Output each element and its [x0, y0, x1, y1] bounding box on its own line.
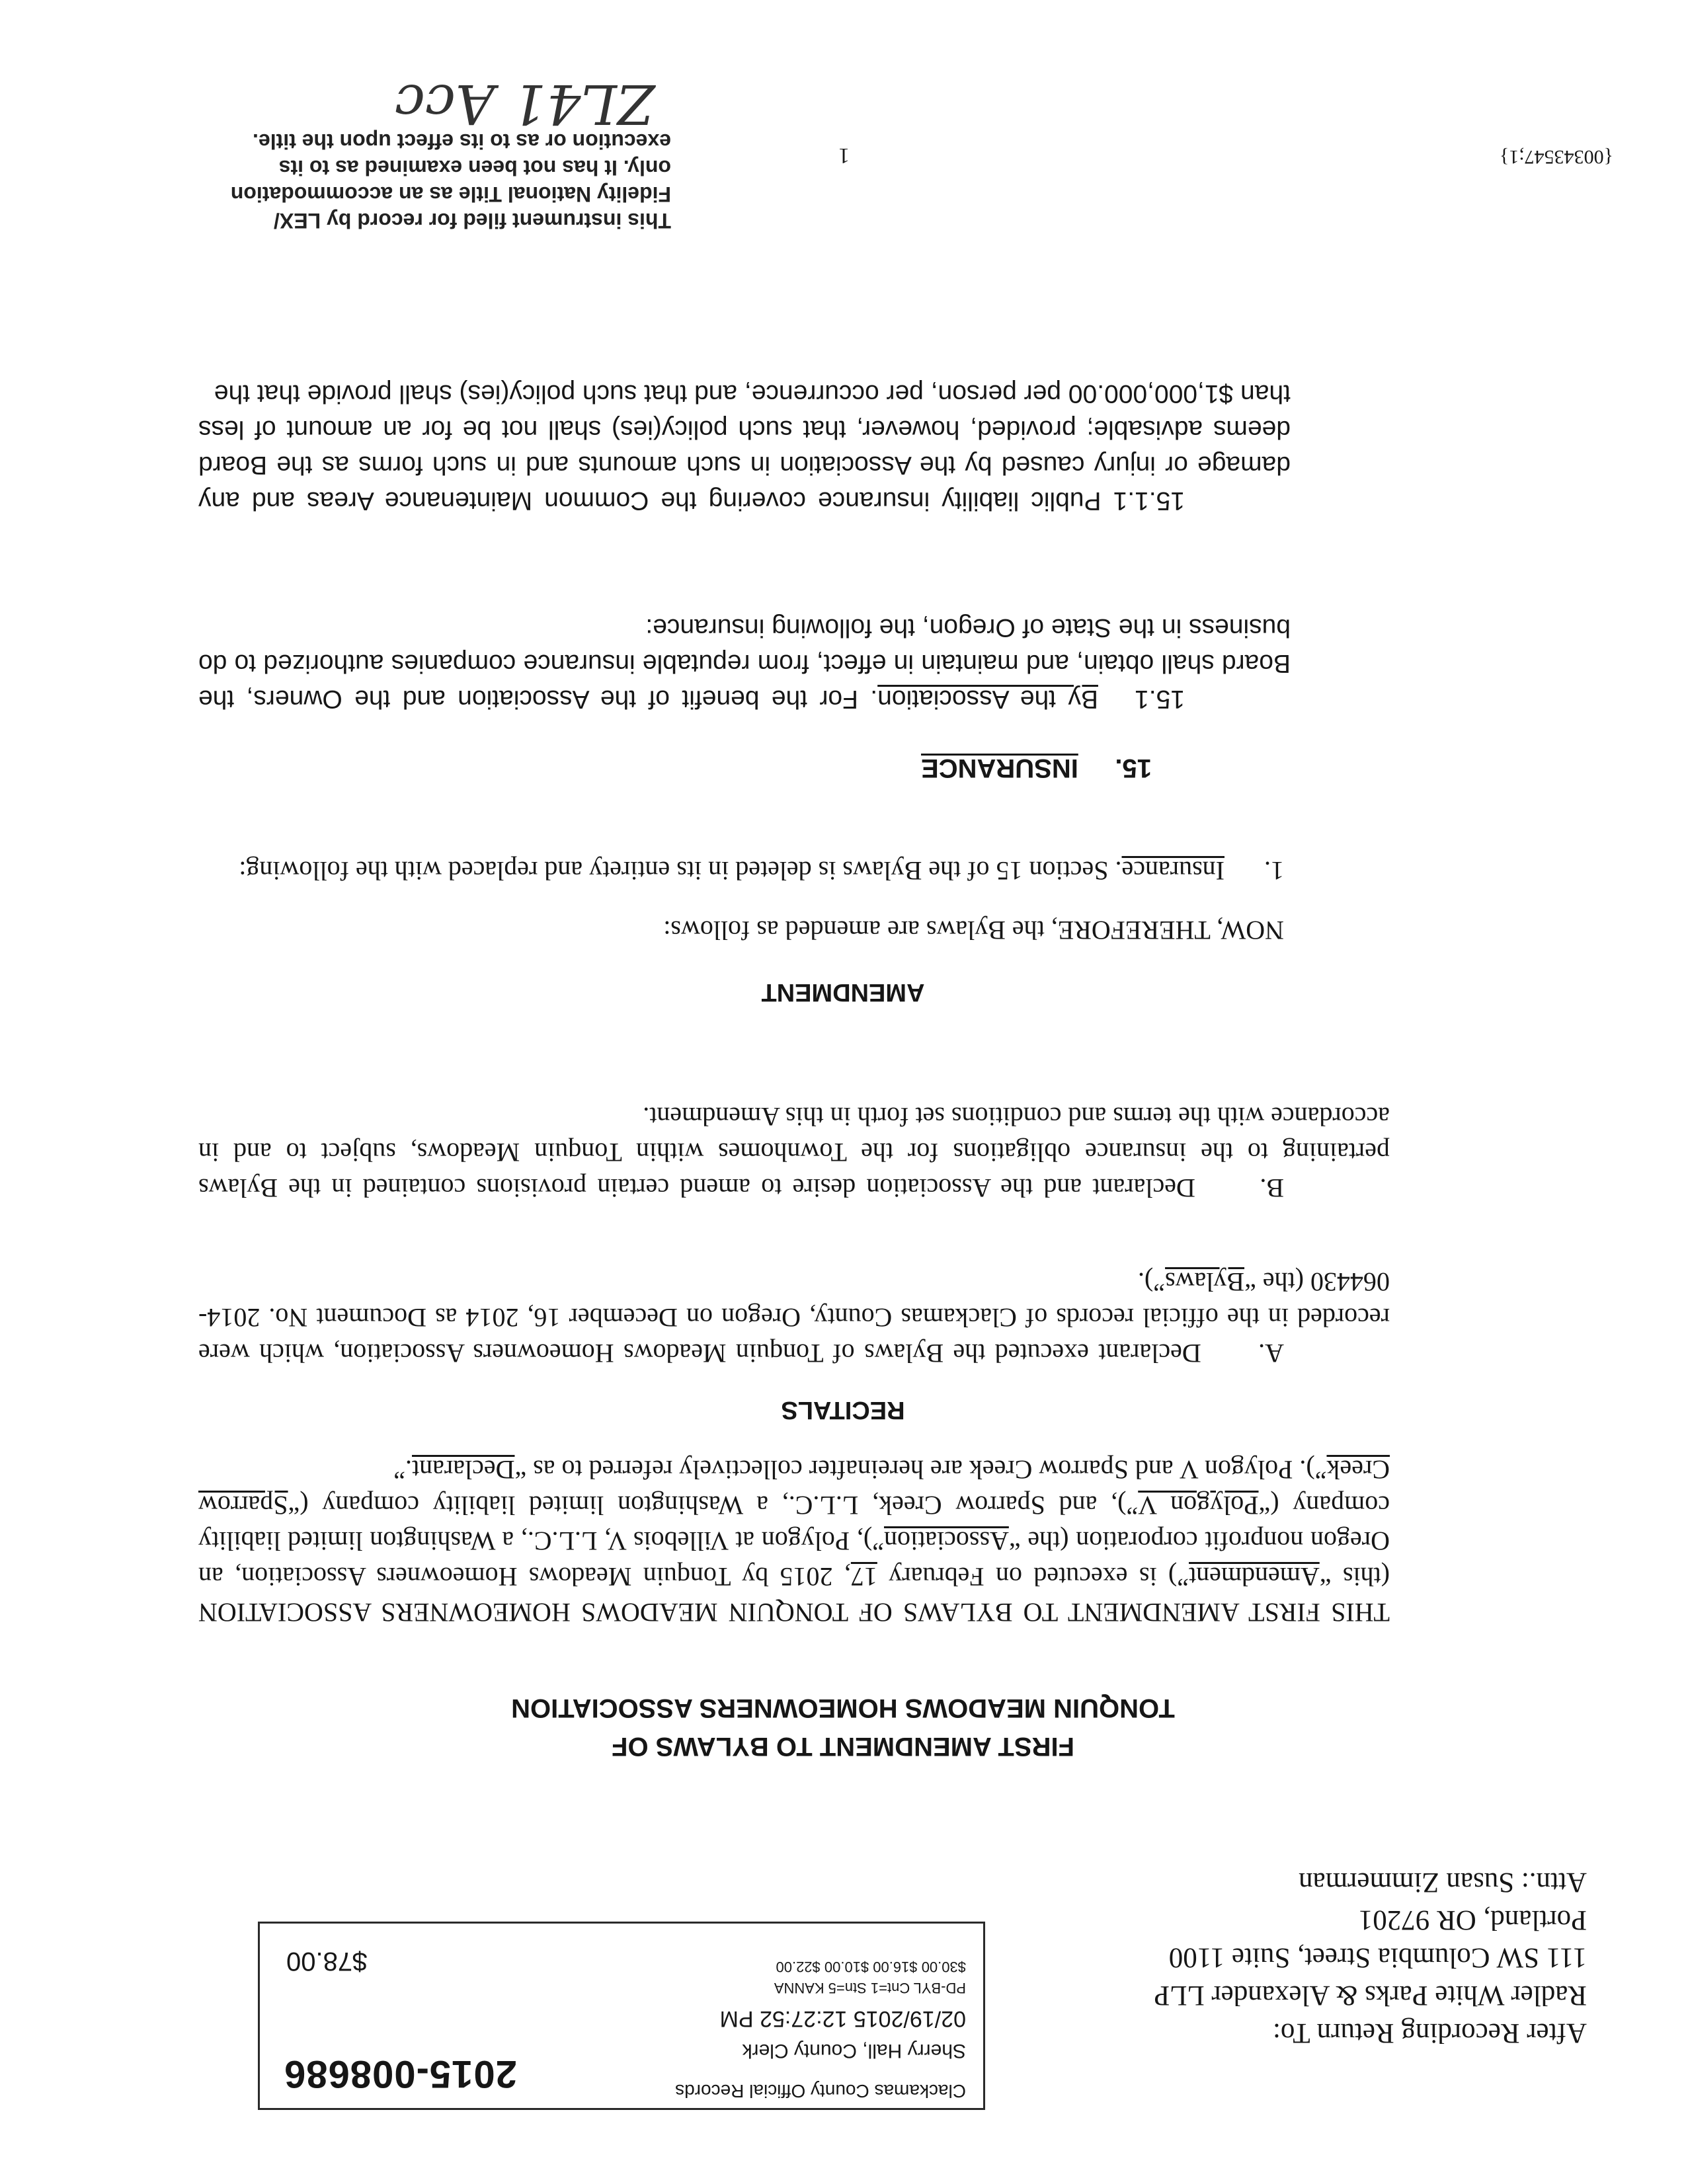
- footer-document-reference: {00343547;1}: [1499, 146, 1613, 168]
- now-therefore: NOW, THEREFORE, the Bylaws are amended as follows:: [663, 916, 1284, 945]
- document-title-line2: TONQUIN MEADOWS HOMEOWNERS ASSOCIATION: [511, 1694, 1175, 1723]
- recording-fees: $30.00 $16.00 $10.00 $22.00: [776, 1959, 966, 1975]
- recording-stamp-box: [258, 1922, 985, 2110]
- execution-day: 17: [850, 1562, 877, 1592]
- return-line: Attn.: Susan Zimmerman: [1299, 1867, 1587, 1898]
- amendment-item-1: 1. Insurance. Section 15 of the Bylaws is deleted in its entirety and replaced with the following:: [239, 856, 1284, 886]
- amendment-heading: AMENDMENT: [761, 978, 925, 1006]
- defined-term: Declarant: [412, 1455, 515, 1485]
- recital-a: A. Declarant executed the Bylaws of Tonquin Meadows Homeowners Association, which were recorded in the official records of Clackamas County, Oregon on December 16, 2014 as Document No. 2014-064430 (the “Bylaws”).: [198, 1267, 1390, 1368]
- county-clerk: Sherry Hall, County Clerk: [742, 2040, 966, 2062]
- defined-term: Insurance: [1121, 856, 1224, 886]
- recording-return-address: [1084, 1863, 1587, 2052]
- recording-office: Clackamas County Official Records: [675, 2081, 966, 2101]
- defined-term: Bylaws: [1165, 1267, 1245, 1297]
- defined-term: Sparrow Creek: [198, 1455, 1390, 1520]
- return-line: 111 SW Columbia Street, Suite 1100: [1168, 1942, 1587, 1973]
- intro-paragraph: THIS FIRST AMENDMENT TO BYLAWS OF TONQUIN MEADOWS HOMEOWNERS ASSOCIATION (this “Amendment”) is executed on February 17, 2015 by Tonquin Meadows Homeowners Association, an Oregon nonprofit corporation (the “Association”), Polygon at Villebois V, L.L.C., a Washington limited liability company (“Polygon V”), and Sparrow Creek, L.L.C., a Washington limited liability company (“Sparrow Creek”). Polygon V and Sparrow Creek are hereinafter collectively referred to as “Declarant.”: [198, 1455, 1390, 1627]
- document-title-line1: FIRST AMENDMENT TO BYLAWS OF: [612, 1732, 1074, 1761]
- defined-term: Polygon V: [1138, 1491, 1259, 1520]
- return-line: Portland, OR 97201: [1358, 1904, 1587, 1935]
- return-line: Radler White Parks & Alexander LLP: [1154, 1980, 1587, 2011]
- recording-datetime: 02/19/2015 12:27:52 PM: [719, 2006, 966, 2031]
- return-line: After Recording Return To:: [1272, 2017, 1587, 2048]
- defined-term: By the Association: [877, 685, 1098, 713]
- recital-b: B. Declarant and the Association desire to amend certain provisions contained in the Bylaws pertaining to the insurance obligations for the Townhomes within Tonquin Meadows, subject to and in accordance with the terms and conditions set forth in this Amendment.: [198, 1102, 1390, 1203]
- document-number: 2015-008686: [284, 2052, 517, 2095]
- section-15-heading: 15. INSURANCE: [921, 754, 1152, 783]
- defined-term: Amendment: [1189, 1562, 1320, 1592]
- recording-codes: PD-BYL Cnt=1 Stn=5 KANNA: [774, 1980, 966, 1996]
- recording-total: $78.00: [286, 1947, 368, 1976]
- page-number: 1: [838, 143, 850, 168]
- section-15-1-1: 15.1.1 Public liability insurance covering the Common Maintenance Areas and any damage or injury caused by the Association in such amounts and in such forms as the Board deems advisable; provided, however, that such policy(ies) shall not be for an amount of less than $1,000,000.00 per person, per occurrence, and that such policy(ies) shall provide that the: [198, 379, 1291, 515]
- section-15-1: 15.1 By the Association. For the benefit of the Association and the Owners, the Board shall obtain, and maintain in effect, from reputable insurance companies authorized to do business in the State of Oregon, the following insurance:: [198, 613, 1291, 713]
- recitals-heading: RECITALS: [781, 1396, 905, 1424]
- handwritten-notation: ZL41 Acc: [395, 72, 655, 135]
- title-company-stamp: This instrument filed for record by LEX/ Fidelity National Title as an accommodation only. It has not been examined as to its execution or as to its effect upon the title.: [230, 130, 671, 233]
- defined-term: Association: [883, 1526, 1009, 1556]
